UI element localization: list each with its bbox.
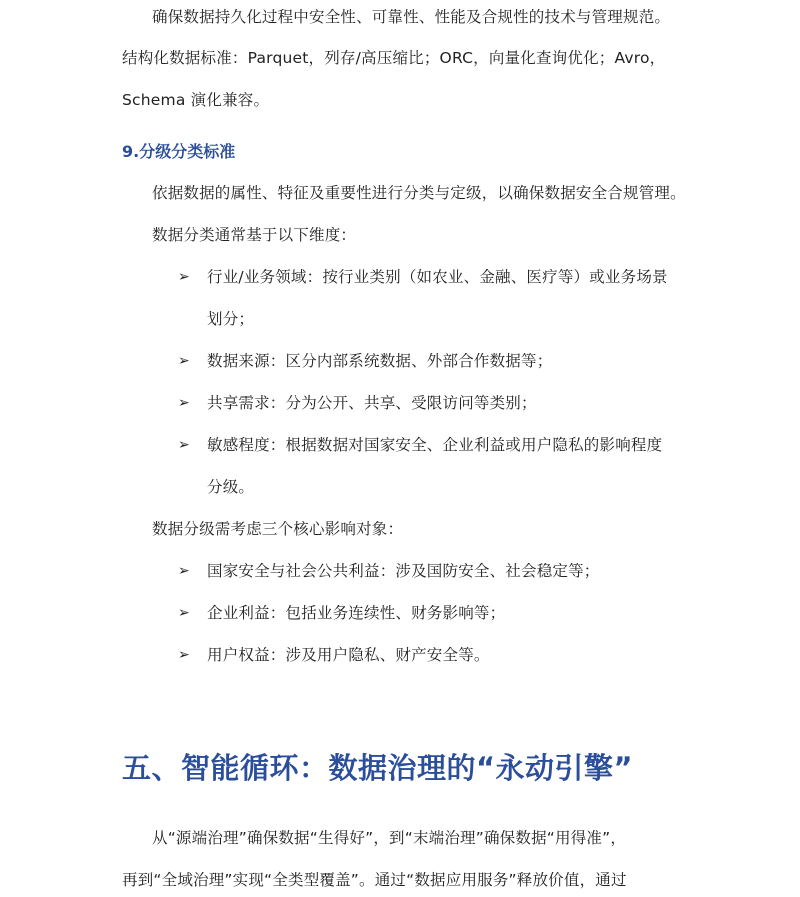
bullet-arrow-icon: ➢ — [178, 563, 190, 579]
section-5-heading: 五、智能循环：数据治理的“永动引擎” — [122, 751, 634, 785]
grading-bullet-3: 用户权益：涉及用户隐私、财产安全等。 — [207, 646, 490, 664]
bullet-arrow-icon: ➢ — [178, 605, 190, 621]
classification-bullet-3: 共享需求：分为公开、共享、受限访问等类别； — [207, 394, 537, 412]
bullet-arrow-icon: ➢ — [178, 269, 190, 285]
intro-line-2: 结构化数据标准：Parquet，列存/高压缩比；ORC，向量化查询优化；Avro， — [122, 49, 666, 67]
classification-bullet-4-line-2: 分级。 — [207, 478, 255, 496]
bullet-arrow-icon: ➢ — [178, 353, 190, 369]
classification-bullet-1-line-1: 行业/业务领域：按行业类别（如农业、金融、医疗等）或业务场景 — [207, 268, 668, 286]
classification-bullet-1-line-2: 划分； — [207, 310, 255, 328]
intro-line-1: 确保数据持久化过程中安全性、可靠性、性能及合规性的技术与管理规范。 — [152, 8, 671, 26]
bullet-arrow-icon: ➢ — [178, 437, 190, 453]
grading-bullet-2: 企业利益：包括业务连续性、财务影响等； — [207, 604, 506, 622]
classification-bullet-4-line-1: 敏感程度：根据数据对国家安全、企业利益或用户隐私的影响程度 — [207, 436, 663, 454]
bullet-arrow-icon: ➢ — [178, 647, 190, 663]
classification-bullet-2: 数据来源：区分内部系统数据、外部合作数据等； — [207, 352, 553, 370]
section-5-paragraph-line-1: 从“源端治理”确保数据“生得好”，到“末端治理”确保数据“用得准”， — [152, 829, 627, 847]
intro-line-3: Schema 演化兼容。 — [122, 91, 270, 109]
section-9-paragraph-3: 数据分级需考虑三个核心影响对象： — [152, 520, 404, 538]
bullet-arrow-icon: ➢ — [178, 395, 190, 411]
grading-bullet-1: 国家安全与社会公共利益：涉及国防安全、社会稳定等； — [207, 562, 600, 580]
section-5-paragraph-line-2: 再到“全域治理”实现“全类型覆盖”。通过“数据应用服务”释放价值，通过 — [122, 871, 627, 889]
section-9-paragraph-2: 数据分类通常基于以下维度： — [152, 226, 357, 244]
section-9-paragraph-1: 依据数据的属性、特征及重要性进行分类与定级，以确保数据安全合规管理。 — [152, 184, 686, 202]
section-9-heading: 9.分级分类标准 — [122, 142, 236, 161]
